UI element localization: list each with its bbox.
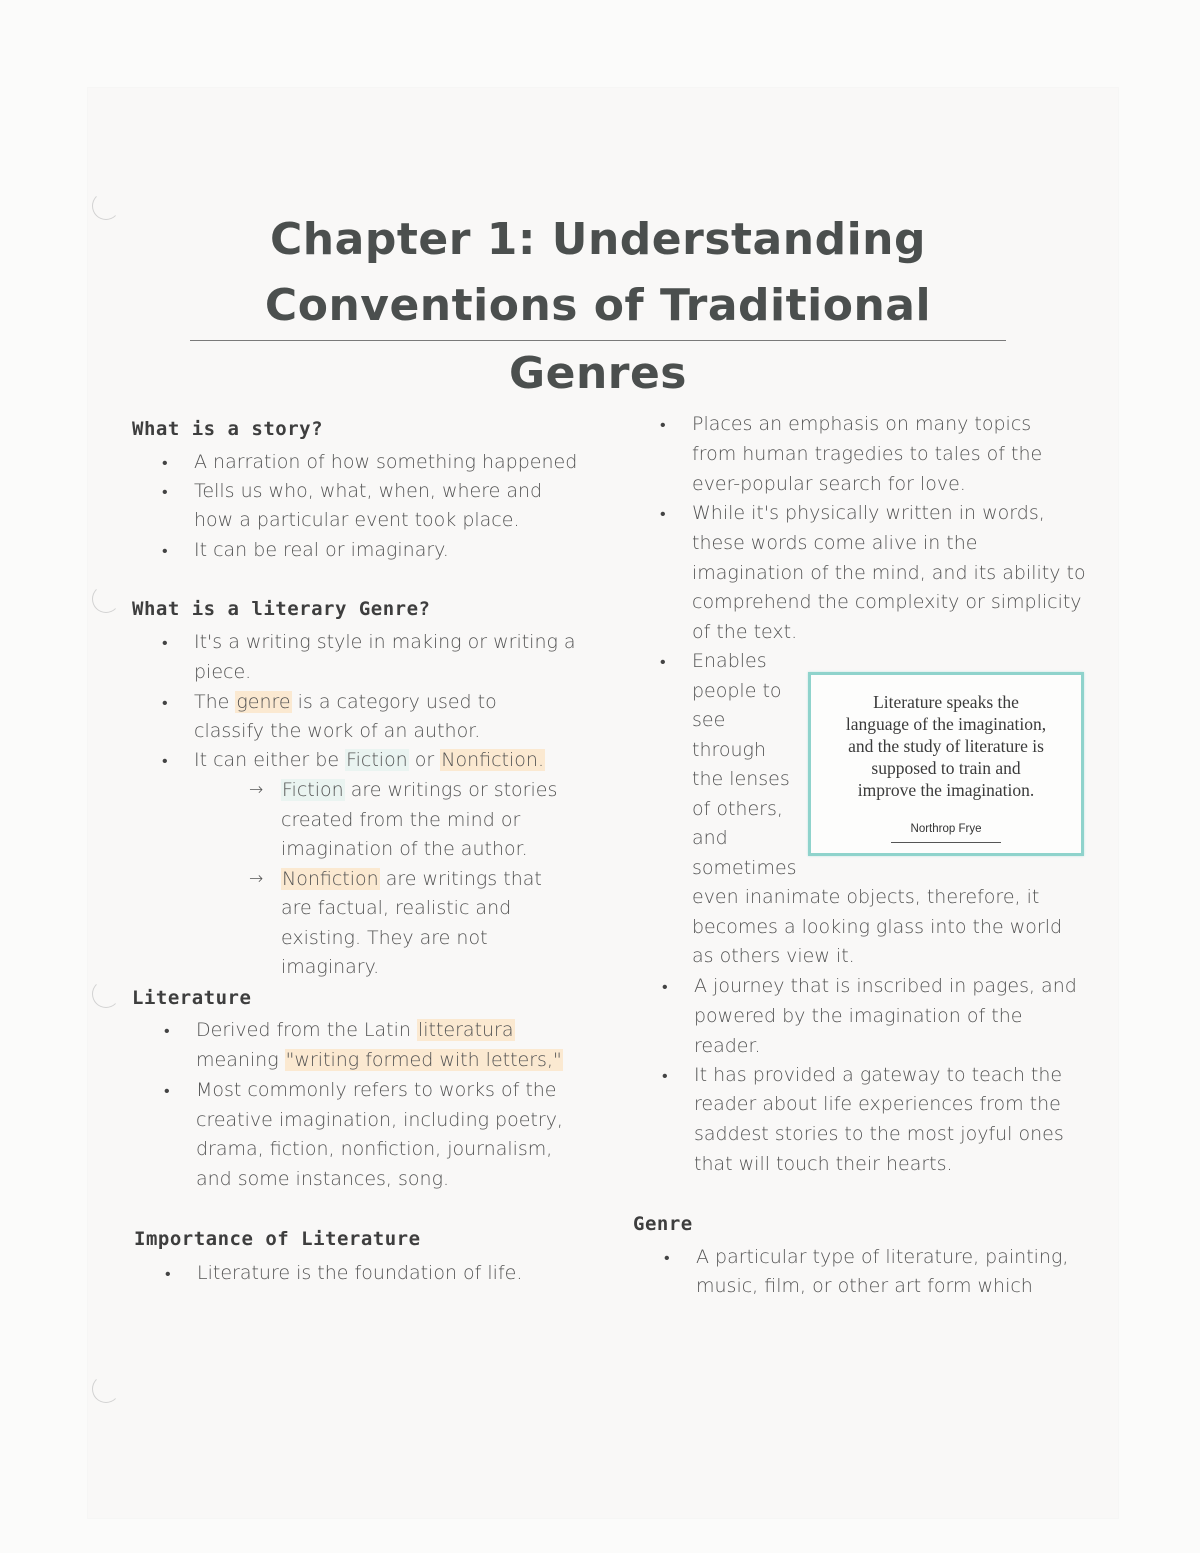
- list-item: • Places an emphasis on many topics: [660, 413, 1032, 435]
- list-item: • It's a writing style in making or writing a: [162, 631, 576, 653]
- list-item: • A narration of how something happened: [162, 451, 578, 473]
- list-item-continuation: of the text.: [692, 621, 798, 643]
- binder-hole-mark: [92, 980, 120, 1008]
- list-item: • Literature is the foundation of life.: [165, 1262, 523, 1284]
- heading-what-is-a-story: What is a story?: [132, 418, 324, 440]
- list-item-continuation: how a particular event took place.: [194, 509, 520, 531]
- list-item-continuation: classify the work of an author.: [194, 720, 481, 742]
- list-item-continuation: of others,: [692, 798, 783, 820]
- list-item-continuation: drama, fiction, nonfiction, journalism,: [196, 1138, 553, 1160]
- list-item-continuation: even inanimate objects, therefore, it: [692, 886, 1040, 908]
- list-item-continuation: reader about life experiences from the: [694, 1093, 1061, 1115]
- list-item-continuation: sometimes: [692, 857, 797, 879]
- list-item: • A journey that is inscribed in pages, and: [662, 975, 1077, 997]
- list-item-continuation: and: [692, 827, 728, 849]
- binder-hole-mark: [92, 585, 120, 613]
- list-item-continuation: creative imagination, including poetry,: [196, 1109, 563, 1131]
- arrow-icon: →: [249, 780, 264, 800]
- list-item-continuation: see: [692, 709, 726, 731]
- highlight-nonfiction: Nonfiction: [282, 868, 379, 890]
- heading-importance-of-literature: Importance of Literature: [134, 1228, 421, 1250]
- title-underline: [190, 340, 1006, 341]
- heading-literary-genre: What is a literary Genre?: [132, 598, 431, 620]
- list-item: • It has provided a gateway to teach the: [662, 1064, 1063, 1086]
- quote-text: Literature speaks the language of the imagination, and the study of literature is supposed to train and improve the imagination.: [845, 692, 1047, 800]
- list-item: • Derived from the Latin litteratura: [164, 1019, 514, 1041]
- highlight-nonfiction: Nonfiction.: [441, 749, 544, 771]
- list-item: • Most commonly refers to works of the: [164, 1079, 557, 1101]
- list-item-continuation: and some instances, song.: [196, 1168, 450, 1190]
- highlight-fiction: Fiction: [346, 749, 408, 771]
- sub-list-item: → Fiction are writings or stories: [281, 776, 557, 806]
- binder-hole-mark: [92, 192, 120, 220]
- highlight-genre: genre: [236, 691, 291, 713]
- list-item-continuation: that will touch their hearts.: [694, 1153, 953, 1175]
- page-title-line-2: Conventions of Traditional Genres: [264, 280, 932, 399]
- list-item: • The genre is a category used to: [162, 691, 497, 713]
- quote-box: [808, 672, 1084, 856]
- list-item-continuation: reader.: [694, 1035, 761, 1057]
- list-item-continuation: piece.: [194, 661, 252, 683]
- list-item: • While it's physically written in words,: [660, 502, 1045, 524]
- list-item-continuation: through: [692, 739, 766, 761]
- list-item-continuation: imagination of the mind, and its ability to: [692, 562, 1086, 584]
- list-item-continuation: saddest stories to the most joyful ones: [694, 1123, 1064, 1145]
- heading-genre: Genre: [633, 1213, 693, 1235]
- sub-list-item-continuation: created from the mind or: [281, 809, 521, 831]
- heading-literature: Literature: [132, 987, 252, 1009]
- sub-list-item-continuation: imagination of the author.: [281, 838, 528, 860]
- highlight-meaning: "writing formed with letters,": [285, 1049, 562, 1071]
- list-item-continuation: from human tragedies to tales of the: [692, 443, 1043, 465]
- page-title-line-1: Chapter 1: Understanding: [270, 214, 926, 265]
- sub-list-item-continuation: are factual, realistic and: [281, 897, 512, 919]
- quote-author: Northrop Frye: [910, 823, 982, 835]
- sub-list-item-continuation: imaginary.: [281, 956, 380, 978]
- list-item: • It can either be Fiction or Nonfiction.: [162, 749, 544, 771]
- sub-list-item: → Nonfiction are writings that: [281, 865, 542, 895]
- list-item-continuation: the lenses: [692, 768, 790, 790]
- list-item-continuation: comprehend the complexity or simplicity: [692, 591, 1082, 613]
- list-item-continuation: people to: [692, 680, 782, 702]
- list-item: • Tells us who, what, when, where and: [162, 480, 543, 502]
- list-item-continuation: meaning "writing formed with letters,": [196, 1049, 562, 1071]
- list-item: • It can be real or imaginary.: [162, 539, 449, 561]
- list-item-continuation: ever-popular search for love.: [692, 473, 966, 495]
- list-item-continuation: as others view it.: [692, 945, 855, 967]
- list-item: • Enables: [660, 650, 767, 672]
- list-item-continuation: becomes a looking glass into the world: [692, 916, 1063, 938]
- highlight-fiction: Fiction: [282, 779, 344, 801]
- sub-list-item-continuation: existing. They are not: [281, 927, 488, 949]
- list-item-continuation: powered by the imagination of the: [694, 1005, 1023, 1027]
- list-item-continuation: music, film, or other art form which: [696, 1275, 1033, 1297]
- highlight-litteratura: litteratura: [417, 1019, 514, 1041]
- list-item: • A particular type of literature, painting,: [664, 1246, 1069, 1268]
- list-item-continuation: these words come alive in the: [692, 532, 978, 554]
- binder-hole-mark: [92, 1375, 120, 1403]
- arrow-icon: →: [249, 869, 264, 889]
- quote-author-underline: [891, 842, 1001, 843]
